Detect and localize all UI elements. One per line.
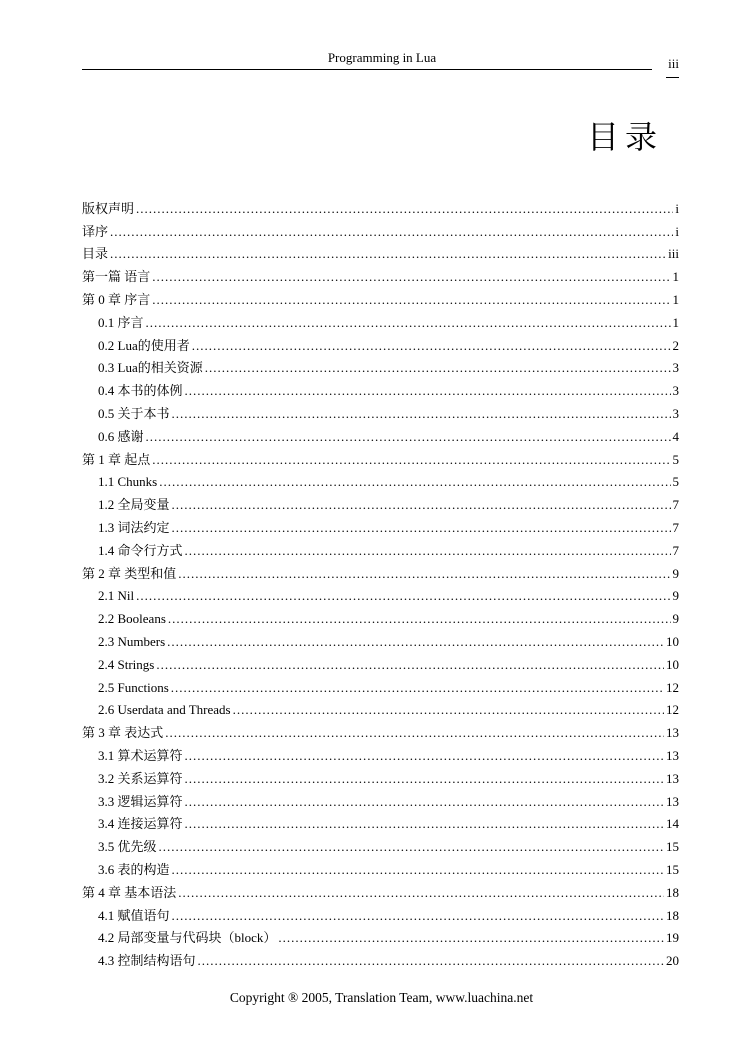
toc-heading: 目录 <box>586 118 663 156</box>
toc-entry-page: 19 <box>666 930 679 946</box>
toc-entry-label: 3.5 优先级 <box>98 839 157 855</box>
toc-leader-dots <box>159 474 670 490</box>
toc-entry-label: 0.4 本书的体例 <box>98 383 183 399</box>
toc-entry-page: 12 <box>666 679 679 695</box>
toc-entry-page: 3 <box>672 360 679 376</box>
toc-entry[interactable] <box>82 604 679 627</box>
toc-leader-dots <box>172 406 671 422</box>
toc-entry-label: 第一篇 语言 <box>82 269 151 285</box>
toc-entry[interactable] <box>82 513 679 536</box>
toc-entry[interactable] <box>82 536 679 559</box>
toc-entry-label: 3.4 连接运算符 <box>98 816 183 832</box>
toc-entry-page: 9 <box>672 611 679 627</box>
toc-entry-label: 0.6 感谢 <box>98 428 144 444</box>
toc-entry[interactable] <box>82 490 679 513</box>
toc-entry[interactable] <box>82 764 679 787</box>
toc-entry-page: i <box>675 223 679 239</box>
toc-leader-dots <box>172 862 664 878</box>
toc-entry[interactable] <box>82 422 679 445</box>
toc-entry-page: 13 <box>666 770 679 786</box>
toc-leader-dots <box>146 315 671 331</box>
toc-leader-dots <box>185 816 664 832</box>
toc-entry[interactable] <box>82 946 679 969</box>
toc-entry-label: 3.3 逻辑运算符 <box>98 793 183 809</box>
toc-entry-page: 13 <box>666 747 679 763</box>
toc-entry-label: 1.1 Chunks <box>98 474 158 490</box>
toc-entry-page: 15 <box>666 839 679 855</box>
toc-entry-label: 2.4 Strings <box>98 656 155 672</box>
toc-entry-label: 0.1 序言 <box>98 314 144 330</box>
toc-entry-page: 3 <box>672 405 679 421</box>
toc-entry-page: 12 <box>666 702 679 718</box>
toc-entry[interactable] <box>82 832 679 855</box>
toc-entry[interactable] <box>82 399 679 422</box>
toc-leader-dots <box>167 634 664 650</box>
toc-entry-page: 9 <box>672 565 679 581</box>
toc-entry[interactable] <box>82 810 679 833</box>
toc-entry[interactable] <box>82 559 679 582</box>
toc-leader-dots <box>185 383 671 399</box>
toc-entry[interactable] <box>82 354 679 377</box>
toc-entry-page: 1 <box>672 314 679 330</box>
toc-entry[interactable] <box>82 240 679 263</box>
toc-entry-label: 2.1 Nil <box>98 588 135 604</box>
toc-entry[interactable] <box>82 217 679 240</box>
toc-entry[interactable] <box>82 285 679 308</box>
toc-leader-dots <box>178 885 664 901</box>
toc-entry-page: 15 <box>666 861 679 877</box>
toc-entry-page: 10 <box>666 633 679 649</box>
toc-entry-label: 2.2 Booleans <box>98 611 166 627</box>
toc-entry[interactable] <box>82 308 679 331</box>
toc-entry-page: 9 <box>672 588 679 604</box>
toc-entry-page: 13 <box>666 725 679 741</box>
toc-entry-page: 5 <box>672 451 679 467</box>
toc-entry-label: 3.6 表的构造 <box>98 861 170 877</box>
toc-leader-dots <box>233 702 664 718</box>
toc-leader-dots <box>185 771 664 787</box>
toc-entry-label: 第 0 章 序言 <box>82 291 151 307</box>
toc-entry[interactable] <box>82 262 679 285</box>
toc-leader-dots <box>185 543 671 559</box>
toc-entry-label: 第 3 章 表达式 <box>82 725 164 741</box>
toc-leader-dots <box>159 839 664 855</box>
toc-entry-page: 7 <box>672 542 679 558</box>
page-number: iii <box>668 56 679 71</box>
header-rule <box>82 69 652 70</box>
toc-leader-dots <box>136 588 670 604</box>
toc-entry[interactable] <box>82 582 679 605</box>
toc-entry-label: 4.3 控制结构语句 <box>98 953 196 969</box>
toc-leader-dots <box>168 611 671 627</box>
toc-leader-dots <box>172 520 671 536</box>
toc-entry-label: 目录 <box>82 246 109 262</box>
toc-leader-dots <box>192 338 671 354</box>
toc-entry-page: 14 <box>666 816 679 832</box>
toc-leader-dots <box>110 224 673 240</box>
toc-entry-page: 18 <box>666 907 679 923</box>
toc-entry-label: 译序 <box>82 223 109 239</box>
toc-leader-dots <box>172 908 664 924</box>
toc-entry-page: iii <box>668 246 679 262</box>
toc-entry-label: 0.5 关于本书 <box>98 405 170 421</box>
toc-leader-dots <box>178 566 670 582</box>
toc-entry[interactable] <box>82 468 679 491</box>
toc-leader-dots <box>172 497 671 513</box>
running-header-title: Programming in Lua <box>327 50 437 65</box>
toc-entry[interactable] <box>82 194 679 217</box>
toc-entry-page: 3 <box>672 383 679 399</box>
toc-leader-dots <box>152 269 670 285</box>
toc-leader-dots <box>152 452 670 468</box>
toc-entry[interactable] <box>82 855 679 878</box>
toc-leader-dots <box>136 201 673 217</box>
copyright-footer: Copyright ® 2005, Translation Team, www.luachina.net <box>229 990 534 1005</box>
toc-entry[interactable] <box>82 650 679 673</box>
toc-entry-page: 1 <box>672 269 679 285</box>
toc-leader-dots <box>198 953 664 969</box>
toc-entry-label: 2.3 Numbers <box>98 633 166 649</box>
toc-entry-label: 第 1 章 起点 <box>82 451 151 467</box>
toc-leader-dots <box>171 680 664 696</box>
table-of-contents <box>82 194 679 969</box>
toc-entry[interactable] <box>82 787 679 810</box>
toc-entry-page: 7 <box>672 497 679 513</box>
toc-entry-label: 1.2 全局变量 <box>98 497 170 513</box>
toc-entry-label: 0.3 Lua的相关资源 <box>98 360 203 376</box>
toc-entry-page: 20 <box>666 953 679 969</box>
toc-leader-dots <box>205 360 671 376</box>
toc-leader-dots <box>185 748 664 764</box>
toc-entry-page: 4 <box>672 428 679 444</box>
toc-entry-page: 10 <box>666 656 679 672</box>
toc-entry-label: 2.6 Userdata and Threads <box>98 702 231 718</box>
toc-entry[interactable] <box>82 696 679 719</box>
toc-entry-page: 18 <box>666 884 679 900</box>
toc-entry-page: 2 <box>672 337 679 353</box>
toc-entry-page: i <box>675 200 679 216</box>
toc-leader-dots <box>146 429 671 445</box>
toc-entry[interactable] <box>82 741 679 764</box>
toc-entry-label: 3.1 算术运算符 <box>98 747 183 763</box>
toc-entry[interactable] <box>82 376 679 399</box>
toc-entry-label: 1.4 命令行方式 <box>98 542 183 558</box>
toc-entry-label: 版权声明 <box>82 200 135 216</box>
toc-entry-label: 第 4 章 基本语法 <box>82 884 177 900</box>
toc-entry-label: 1.3 词法约定 <box>98 519 170 535</box>
toc-entry-page: 1 <box>672 291 679 307</box>
toc-leader-dots <box>278 930 664 946</box>
toc-entry[interactable] <box>82 878 679 901</box>
toc-entry[interactable] <box>82 627 679 650</box>
toc-entry-page: 7 <box>672 519 679 535</box>
page-number-rule <box>666 77 679 78</box>
toc-entry[interactable] <box>82 331 679 354</box>
toc-leader-dots <box>110 246 666 262</box>
toc-leader-dots <box>165 725 664 741</box>
toc-entry-label: 4.1 赋值语句 <box>98 907 170 923</box>
toc-leader-dots <box>152 292 670 308</box>
toc-entry-label: 0.2 Lua的使用者 <box>98 337 190 353</box>
toc-entry-label: 4.2 局部变量与代码块（block） <box>98 930 277 946</box>
toc-leader-dots <box>156 657 664 673</box>
toc-entry[interactable] <box>82 924 679 947</box>
toc-entry-page: 13 <box>666 793 679 809</box>
toc-entry[interactable] <box>82 901 679 924</box>
toc-entry-page: 5 <box>672 474 679 490</box>
toc-entry-label: 2.5 Functions <box>98 679 169 695</box>
toc-entry[interactable] <box>82 445 679 468</box>
toc-entry-label: 3.2 关系运算符 <box>98 770 183 786</box>
toc-entry[interactable] <box>82 718 679 741</box>
toc-entry-label: 第 2 章 类型和值 <box>82 565 177 581</box>
toc-entry[interactable] <box>82 673 679 696</box>
toc-leader-dots <box>185 794 664 810</box>
